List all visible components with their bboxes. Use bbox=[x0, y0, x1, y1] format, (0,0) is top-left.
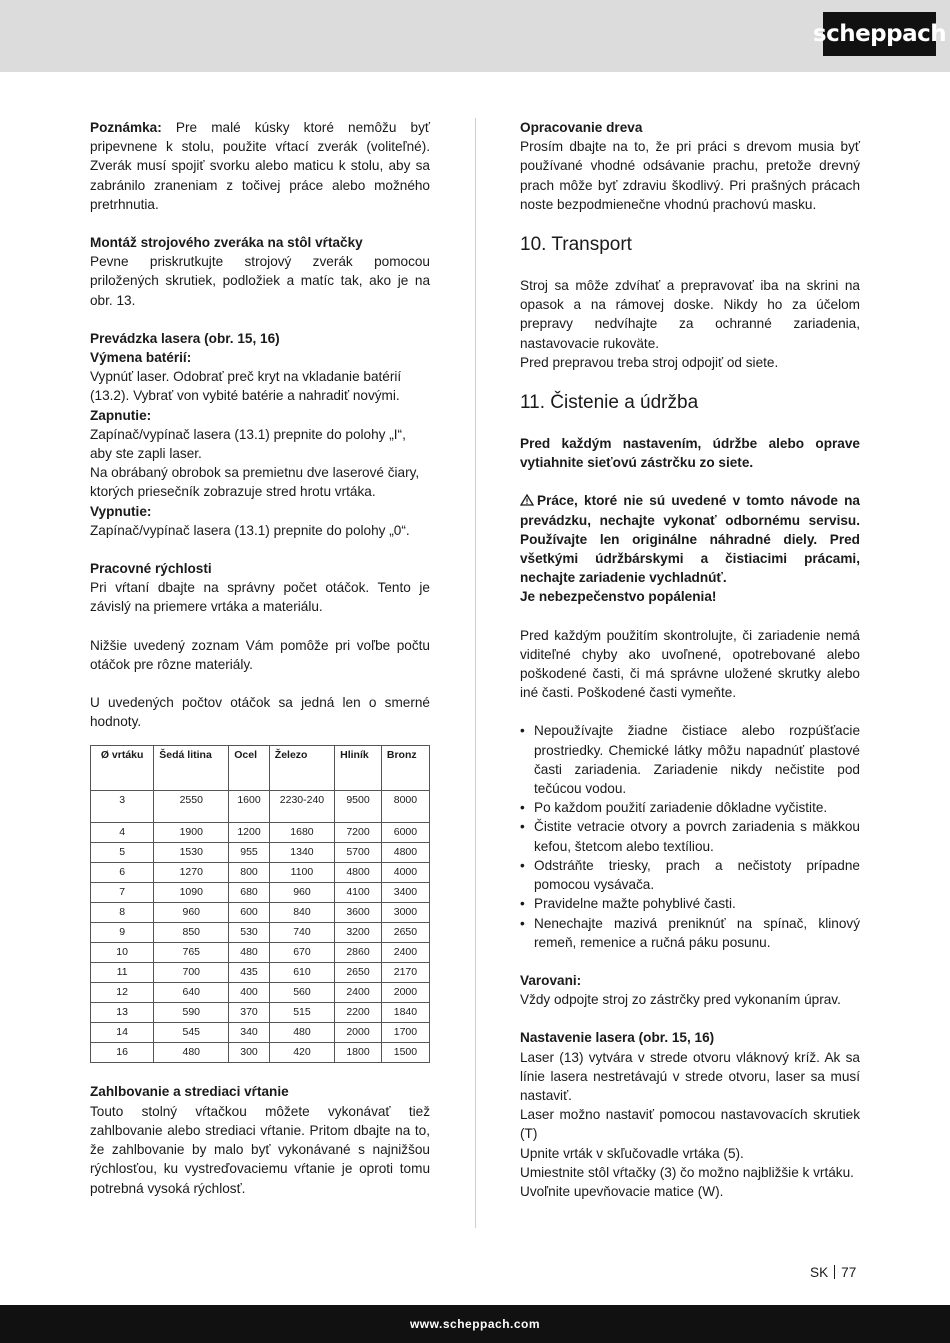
table-row bbox=[91, 983, 430, 1003]
table-cell: 600 bbox=[229, 903, 270, 923]
table-cell: 13 bbox=[91, 1003, 154, 1023]
warning-heading: Varovani: bbox=[520, 972, 582, 988]
burn-warning: Je nebezpečenstvo popálenia! bbox=[520, 589, 717, 605]
table-cell: 2860 bbox=[335, 943, 382, 963]
footer-bar bbox=[0, 1305, 950, 1343]
table-cell: 370 bbox=[229, 1003, 270, 1023]
warning-triangle-icon bbox=[520, 494, 534, 506]
table-cell: 2400 bbox=[381, 943, 429, 963]
table-cell: 6000 bbox=[381, 823, 429, 843]
table-cell: 2650 bbox=[381, 923, 429, 943]
table-header-cell: Ø vrtáku bbox=[91, 746, 154, 791]
list-item: • Nepoužívajte žiadne čistiace alebo rozpúšťacie prostriedky. Chemické látky môžu napadnúť plastové časti zariadenia. Zariadenie nikdy nečistite pod tečúcou vodou. bbox=[520, 721, 860, 798]
battery-heading: Výmena batérií: bbox=[90, 350, 192, 366]
table-cell: 2000 bbox=[335, 1023, 382, 1043]
table-cell: 4800 bbox=[381, 843, 429, 863]
table-cell: 800 bbox=[229, 863, 270, 883]
laser-adjust-text-4: Umiestnite stôl vŕtačky (3) čo možno najbližšie k vrtáku. bbox=[520, 1164, 854, 1180]
table-cell: 2170 bbox=[381, 963, 429, 983]
speed-table bbox=[90, 745, 430, 1063]
table-cell: 2650 bbox=[335, 963, 382, 983]
table-cell: 3 bbox=[91, 791, 154, 823]
table-row bbox=[91, 1043, 430, 1063]
table-row bbox=[91, 923, 430, 943]
list-item: • Čistite vetracie otvory a povrch zariadenia s mäkkou kefou, štetcom alebo textíliou. bbox=[520, 817, 860, 855]
table-cell: 16 bbox=[91, 1043, 154, 1063]
note-label: Poznámka: bbox=[90, 120, 162, 135]
table-cell: 400 bbox=[229, 983, 270, 1003]
wood-text: Prosím dbajte na to, že pri práci s drevom musia byť používané vhodné odsávanie prachu, pretože drevný prach môže byť zdraviu škodlivý. Pri prašných prácach noste bezpodmienečne vhodnú prachovú masku. bbox=[520, 139, 860, 212]
table-cell: 11 bbox=[91, 963, 154, 983]
laser-adjust-text-3: Upnite vrták v skľučovadle vrtáka (5). bbox=[520, 1145, 744, 1161]
laser-adjust-text-5: Uvoľnite upevňovacie matice (W). bbox=[520, 1183, 724, 1199]
laser-adjust-text-1: Laser (13) vytvára v strede otvoru vláknový kríž. Ak sa línie lasera nestretávajú v strede otvoru, laser sa musí nastaviť. bbox=[520, 1049, 860, 1103]
table-cell: 960 bbox=[269, 883, 334, 903]
page-language: SK bbox=[810, 1265, 829, 1280]
table-cell: 6 bbox=[91, 863, 154, 883]
note-paragraph bbox=[90, 118, 430, 214]
table-cell: 3200 bbox=[335, 923, 382, 943]
table-cell: 1600 bbox=[229, 791, 270, 823]
table-cell: 7200 bbox=[335, 823, 382, 843]
table-cell: 1700 bbox=[381, 1023, 429, 1043]
service-warning bbox=[520, 491, 860, 587]
list-intro-text: Nižšie uvedený zoznam Vám pomôže pri voľbe počtu otáčok pre rôzne materiály. bbox=[90, 637, 430, 672]
table-cell: 670 bbox=[269, 943, 334, 963]
table-cell: 1840 bbox=[381, 1003, 429, 1023]
table-cell: 765 bbox=[154, 943, 229, 963]
table-cell: 4000 bbox=[381, 863, 429, 883]
speeds-text: Pri vŕtaní dbajte na správny počet otáčok. Tento je závislý na priemere vrtáka a materiálu. bbox=[90, 580, 430, 615]
switch-on-text-2: Na obrábaný obrobok sa premietnu dve laserové čiary, ktorých priesečník zobrazuje stred hrotu vrtáka. bbox=[90, 465, 420, 500]
table-row bbox=[91, 823, 430, 843]
header-bar bbox=[0, 0, 950, 72]
table-cell: 515 bbox=[269, 1003, 334, 1023]
table-cell: 955 bbox=[229, 843, 270, 863]
table-cell: 590 bbox=[154, 1003, 229, 1023]
wood-heading: Opracovanie dreva bbox=[520, 120, 643, 135]
transport-text-1: Stroj sa môže zdvíhať a prepravovať iba na skrini na opasok a na rámovej doske. Nikdy ho za účelom prepravy nedvíhajte za ochranné zariadenia, nastavovacie rukoväte. bbox=[520, 278, 860, 351]
table-cell: 480 bbox=[154, 1043, 229, 1063]
table-cell: 340 bbox=[229, 1023, 270, 1043]
table-header-cell: Šedá litina bbox=[154, 746, 229, 791]
list-item: • Pravidelne mažte pohyblivé časti. bbox=[520, 894, 860, 913]
left-column bbox=[90, 118, 430, 1198]
table-header-row bbox=[91, 746, 430, 791]
table-cell: 420 bbox=[269, 1043, 334, 1063]
table-cell: 1680 bbox=[269, 823, 334, 843]
table-cell: 1530 bbox=[154, 843, 229, 863]
list-item: • Odstráňte triesky, prach a nečistoty prípadne pomocou vysávača. bbox=[520, 856, 860, 894]
table-cell: 2000 bbox=[381, 983, 429, 1003]
table-cell: 8000 bbox=[381, 791, 429, 823]
inspection-text: Pred každým použitím skontrolujte, či zariadenie nemá viditeľné chyby ako uvoľnené, opotrebované alebo poškodené časti, či má správne uložené skrutky alebo iné časti. Poškodené časti vymeňte. bbox=[520, 627, 860, 701]
countersink-heading: Zahlbovanie a strediaci vŕtanie bbox=[90, 1084, 289, 1100]
table-cell: 1340 bbox=[269, 843, 334, 863]
table-header-cell: Bronz bbox=[381, 746, 429, 791]
table-cell: 5700 bbox=[335, 843, 382, 863]
vice-heading: Montáž strojového zveráka na stôl vŕtačky bbox=[90, 235, 363, 251]
note-text: Pre malé kúsky ktoré nemôžu byť pripevnene k stolu, použite vŕtací zverák (voliteľné). Zverák musí spojiť svorku alebo maticu k stolu, aby sa zabránilo zraneniam z točivej práce alebo možného pretrhnutia. bbox=[90, 120, 430, 212]
table-cell: 3000 bbox=[381, 903, 429, 923]
table-cell: 4 bbox=[91, 823, 154, 843]
table-row bbox=[91, 863, 430, 883]
table-cell: 3600 bbox=[335, 903, 382, 923]
table-cell: 3400 bbox=[381, 883, 429, 903]
table-cell: 9500 bbox=[335, 791, 382, 823]
table-cell: 1500 bbox=[381, 1043, 429, 1063]
table-row bbox=[91, 883, 430, 903]
page-number-separator bbox=[834, 1265, 835, 1279]
table-row bbox=[91, 791, 430, 823]
switch-off-heading: Vypnutie: bbox=[90, 503, 152, 519]
page-number bbox=[810, 1265, 856, 1280]
table-cell: 1800 bbox=[335, 1043, 382, 1063]
transport-text-2: Pred prepravou treba stroj odpojiť od siete. bbox=[520, 354, 779, 370]
table-cell: 1090 bbox=[154, 883, 229, 903]
table-cell: 740 bbox=[269, 923, 334, 943]
table-cell: 1270 bbox=[154, 863, 229, 883]
switch-off-text: Zapínač/vypínač lasera (13.1) prepnite do polohy „0“. bbox=[90, 522, 410, 538]
table-cell: 560 bbox=[269, 983, 334, 1003]
table-cell: 2400 bbox=[335, 983, 382, 1003]
table-cell: 1900 bbox=[154, 823, 229, 843]
brand-logo: scheppach bbox=[823, 12, 936, 56]
right-column bbox=[520, 118, 860, 1201]
table-cell: 1100 bbox=[269, 863, 334, 883]
table-cell: 530 bbox=[229, 923, 270, 943]
table-cell: 8 bbox=[91, 903, 154, 923]
table-cell: 960 bbox=[154, 903, 229, 923]
service-warning-text: Práce, ktoré nie sú uvedené v tomto návode na prevádzku, nechajte vykonať odbornému servisu. Používajte len originálne náhradné diely. Pred všetkými údržbárskymi a čistiacimi prácami, nechajte zariadenie vychladnúť. bbox=[520, 493, 860, 586]
switch-on-heading: Zapnutie: bbox=[90, 407, 152, 423]
table-cell: 480 bbox=[229, 943, 270, 963]
table-cell: 2550 bbox=[154, 791, 229, 823]
warning-text: Vždy odpojte stroj zo zástrčky pred vykonaním úprav. bbox=[520, 992, 841, 1008]
list-item: • Nenechajte mazivá preniknúť na spínač, klinový remeň, remenice a ručná páku posunu. bbox=[520, 914, 860, 952]
approx-values-text: U uvedených počtov otáčok sa jedná len o smerné hodnoty. bbox=[90, 695, 430, 730]
page-number-value: 77 bbox=[841, 1265, 857, 1280]
countersink-text: Touto stolný vŕtačkou môžete vykonávať tiež zahlbovanie alebo strediaci vŕtanie. Pritom dbajte na to, že zahlbovanie by malo byť vykonávané s najnižšou rýchlosťou, ku vystreďovaciemu vŕtanie je oproti tomu potrebná vysoká rýchlosť. bbox=[90, 1103, 430, 1196]
table-header-cell: Ocel bbox=[229, 746, 270, 791]
table-row bbox=[91, 903, 430, 923]
table-cell: 1200 bbox=[229, 823, 270, 843]
table-cell: 2200 bbox=[335, 1003, 382, 1023]
table-cell: 5 bbox=[91, 843, 154, 863]
table-cell: 7 bbox=[91, 883, 154, 903]
switch-on-text-1: Zapínač/vypínač lasera (13.1) prepnite do polohy „I“, aby ste zapli laser. bbox=[90, 426, 406, 462]
table-row bbox=[91, 1003, 430, 1023]
footer-url: www.scheppach.com bbox=[409, 1317, 541, 1331]
table-row bbox=[91, 963, 430, 983]
table-cell: 840 bbox=[269, 903, 334, 923]
table-cell: 700 bbox=[154, 963, 229, 983]
table-header-cell: Železo bbox=[269, 746, 334, 791]
table-cell: 9 bbox=[91, 923, 154, 943]
table-cell: 640 bbox=[154, 983, 229, 1003]
table-cell: 4100 bbox=[335, 883, 382, 903]
table-row bbox=[91, 943, 430, 963]
table-cell: 10 bbox=[91, 943, 154, 963]
column-divider bbox=[475, 118, 476, 1228]
table-row bbox=[91, 1023, 430, 1043]
list-item: • Po každom použití zariadenie dôkladne vyčistite. bbox=[520, 798, 860, 817]
table-cell: 480 bbox=[269, 1023, 334, 1043]
vice-text: Pevne priskrutkujte strojový zverák pomocou priložených skrutiek, podložiek a matíc tak, ako je na obr. 13. bbox=[90, 254, 430, 308]
table-cell: 2230-240 bbox=[269, 791, 334, 823]
table-cell: 545 bbox=[154, 1023, 229, 1043]
table-cell: 300 bbox=[229, 1043, 270, 1063]
laser-adjust-text-2: Laser možno nastaviť pomocou nastavovacích skrutiek (T) bbox=[520, 1107, 860, 1142]
battery-text: Vypnúť laser. Odobrať preč kryt na vkladanie batérií (13.2). Vybrať von vybité batérie a nahradiť novými. bbox=[90, 369, 402, 404]
cleaning-heading: 11. Čistenie a údržba bbox=[520, 392, 699, 414]
table-cell: 4800 bbox=[335, 863, 382, 883]
unplug-warning: Pred každým nastavením, údržbe alebo oprave vytiahnite sieťovú zástrčku zo siete. bbox=[520, 436, 860, 471]
speeds-heading: Pracovné rýchlosti bbox=[90, 561, 212, 577]
table-cell: 610 bbox=[269, 963, 334, 983]
table-cell: 850 bbox=[154, 923, 229, 943]
cleaning-list bbox=[520, 721, 860, 951]
table-cell: 14 bbox=[91, 1023, 154, 1043]
laser-adjust-heading: Nastavenie lasera (obr. 15, 16) bbox=[520, 1030, 715, 1046]
table-header-cell: Hliník bbox=[335, 746, 382, 791]
table-cell: 12 bbox=[91, 983, 154, 1003]
table-row bbox=[91, 843, 430, 863]
transport-heading: 10. Transport bbox=[520, 234, 632, 256]
table-cell: 680 bbox=[229, 883, 270, 903]
laser-heading: Prevádzka lasera (obr. 15, 16) bbox=[90, 330, 280, 346]
table-cell: 435 bbox=[229, 963, 270, 983]
